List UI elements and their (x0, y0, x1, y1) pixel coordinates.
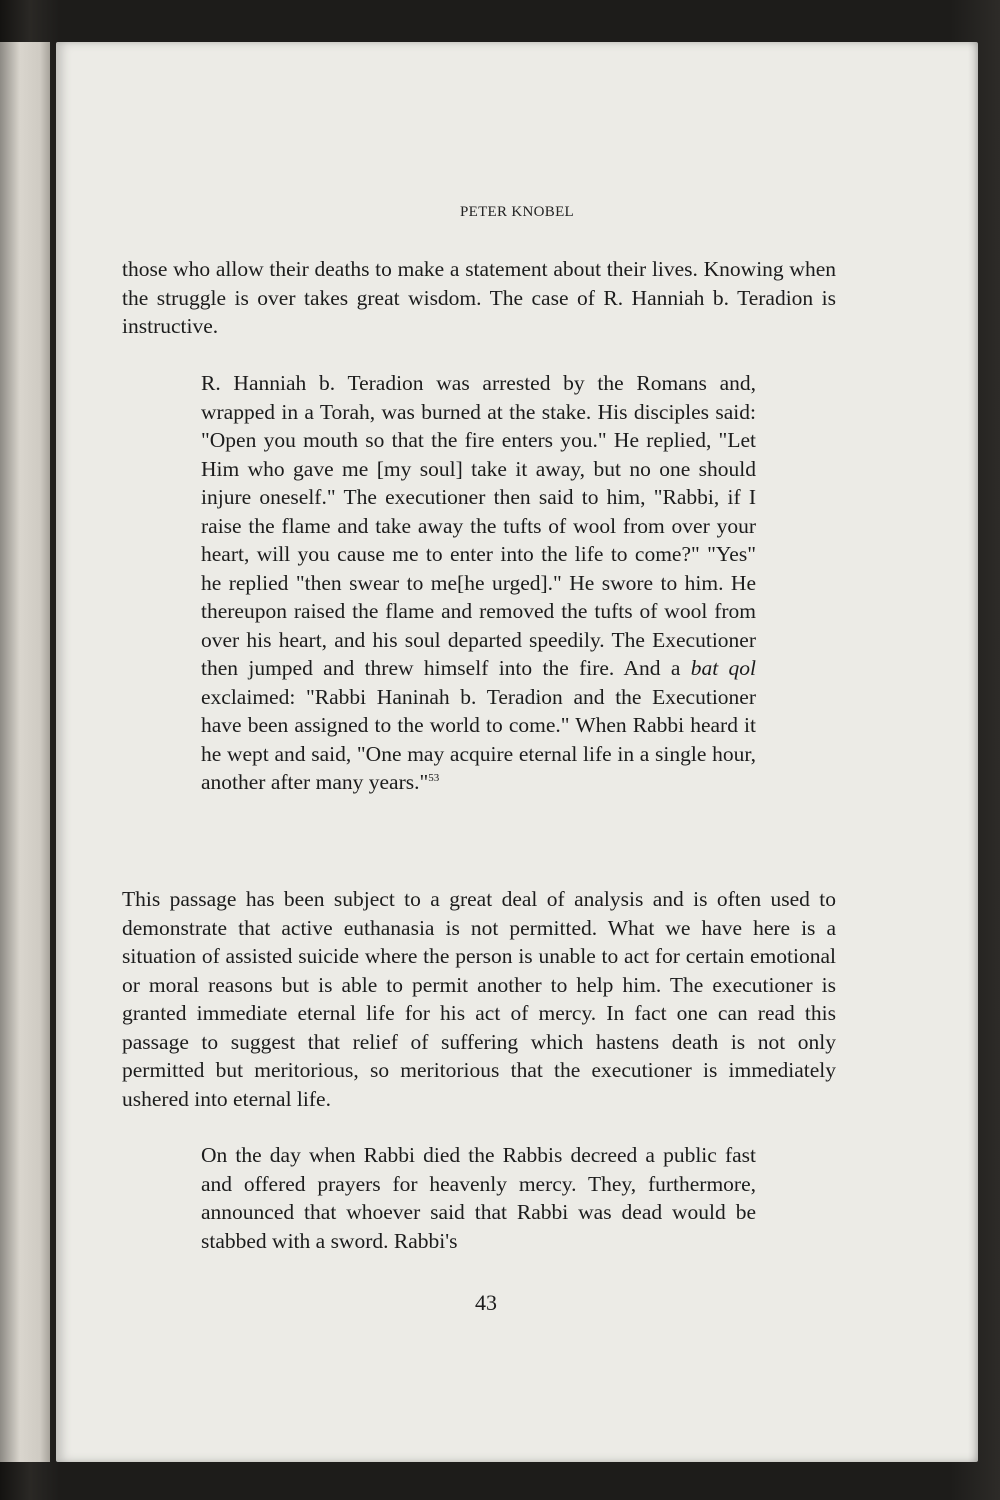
facing-page-edge (0, 42, 50, 1462)
quote-text-part-a: R. Hanniah b. Teradion was arrested by the Romans and, wrapped in a Torah, was burned at the stake. His disciples said: "Open you mouth so that the fire enters you." He replied, "Let Him who gave me [my soul] take it away, but no one should injure oneself." The executioner then said to him, "Rabbi, if I raise the flame and take away the tufts of wool from over your heart, will you cause me to enter into the life to come?" "Yes" he replied "then swear to me[he urged]." He swore to him. He thereupon raised the flame and removed the tufts of wool from over his heart, and his soul departed speedily. The Executioner then jumped and threw himself into the fire. And a (201, 371, 756, 680)
block-quote-text: On the day when Rabbi died the Rabbis decreed a public fast and offered prayers for heavenly mercy. They, furthermore, announced that whoever said that Rabbi was dead would be stabbed with a sword. Rabbi's (201, 1143, 756, 1253)
page-shadow-edge (968, 42, 978, 1462)
body-paragraph-1 (122, 255, 836, 341)
body-paragraph-2 (122, 885, 836, 1113)
block-quote-2 (201, 1141, 756, 1255)
footnote-ref: 53 (428, 771, 440, 784)
paragraph-text: those who allow their deaths to make a statement about their lives. Knowing when the struggle is over takes great wisdom. The case of R. Hanniah b. Teradion is instructive. (122, 257, 836, 338)
running-head: PETER KNOBEL (459, 204, 574, 220)
block-quote-text (201, 369, 756, 797)
block-quote-1 (201, 369, 756, 797)
page-number: 43 (475, 1290, 497, 1315)
paragraph-text: This passage has been subject to a great deal of analysis and is often used to demonstrate that active euthanasia is not permitted. What we have here is a situation of assisted suicide where the person is unable to act for certain emotional or moral reasons but is able to permit another to help him. The executioner is granted immediate eternal life for his act of mercy. In fact one can read this passage to suggest that relief of suffering which hastens death is not only permitted but meritorious, so meritorious that the executioner is immediately ushered into eternal life. (122, 887, 836, 1111)
quote-italic-term: bat qol (690, 656, 757, 680)
quote-text-part-b: exclaimed: "Rabbi Haninah b. Teradion and the Executioner have been assigned to the world to come." When Rabbi heard it he wept and said, "One may acquire eternal life in a single hour, another after many years." (201, 684, 756, 794)
